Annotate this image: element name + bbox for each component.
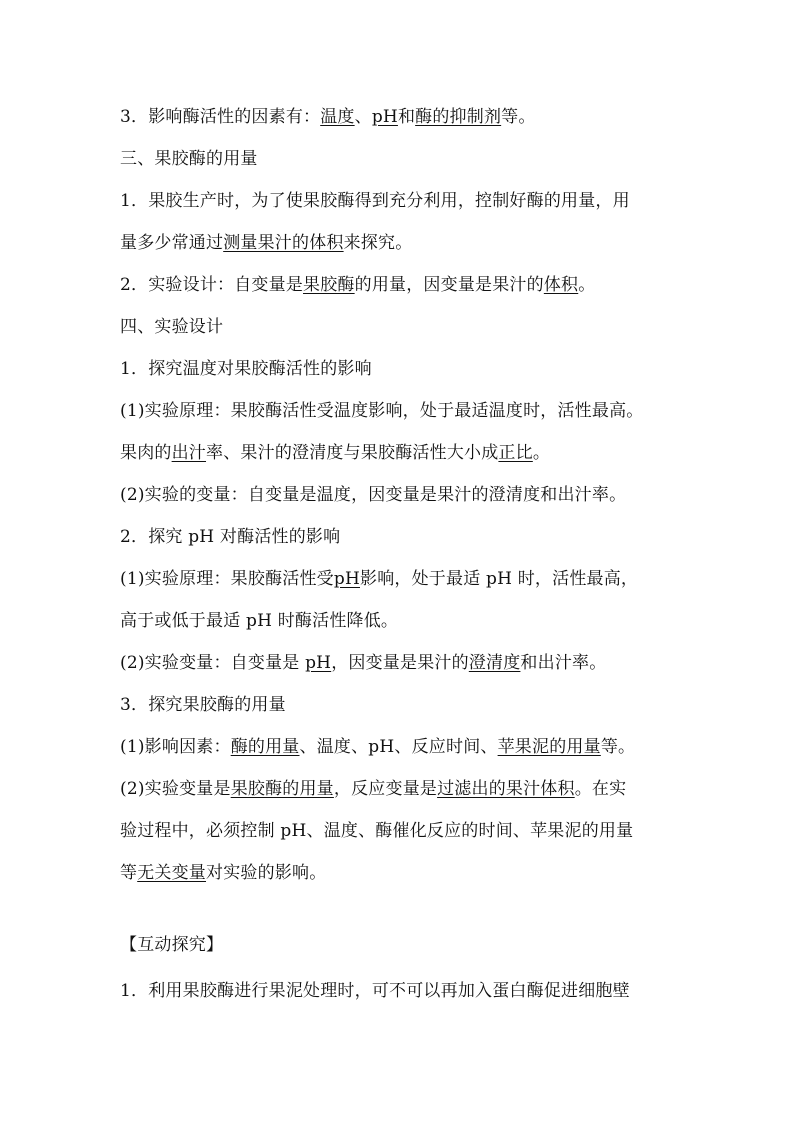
- text-segment: 的用量，因变量是果汁的: [354, 275, 544, 295]
- text-segment: 等: [120, 863, 138, 883]
- subheading-enzyme-amount: [120, 694, 700, 716]
- text-segment: 和出汁率。: [520, 653, 607, 673]
- text-segment: 影响，处于最适 pH 时，活性最高，: [360, 569, 639, 589]
- text-line-question-1: [120, 980, 700, 1002]
- text-segment: 1．利用果胶酶进行果泥处理时，可不可以再加入蛋白酶促进细胞壁: [120, 981, 630, 1001]
- underlined-answer: 无关变量: [137, 863, 207, 883]
- text-line-enzyme-factors: [120, 106, 700, 128]
- underlined-answer: 苹果泥的用量: [497, 737, 601, 757]
- text-line-amount-variables-2: [120, 820, 700, 842]
- text-segment: 高于或低于最适 pH 时酶活性降低。: [120, 611, 399, 631]
- underlined-answer: 澄清度: [468, 653, 521, 673]
- underlined-answer: pH: [305, 653, 332, 673]
- text-segment: 3．影响酶活性的因素有：: [120, 107, 321, 127]
- text-segment: 率、果汁的澄清度与果胶酶活性大小成: [206, 443, 499, 463]
- text-segment: 等。: [600, 737, 636, 757]
- text-segment: (1)实验原理：果胶酶活性受温度影响，处于最适温度时，活性最高。: [120, 401, 644, 421]
- text-line-amount-variables-3: [120, 862, 700, 884]
- text-segment: 来探究。: [343, 233, 413, 253]
- underlined-answer: pH: [333, 569, 360, 589]
- text-segment: 。在实: [574, 779, 627, 799]
- text-segment: 、: [354, 107, 372, 127]
- text-line-temp-principle-1: [120, 400, 700, 422]
- text-line-production-1: [120, 190, 700, 212]
- text-segment: (2)实验的变量：自变量是温度，因变量是果汁的澄清度和出汁率。: [120, 485, 627, 505]
- underlined-answer: 果胶酶: [303, 275, 355, 295]
- text-line-ph-principle-2: [120, 610, 700, 632]
- text-segment: ，反应变量是: [333, 779, 438, 799]
- underlined-answer: 酶的抑制剂: [415, 107, 502, 127]
- text-segment: 。: [578, 275, 596, 295]
- section-heading-interactive-inquiry: [120, 934, 700, 956]
- subheading-temperature: [120, 358, 700, 380]
- text-segment: 对实验的影响。: [206, 863, 327, 883]
- text-segment: 2．探究 pH 对酶活性的影响: [120, 527, 341, 547]
- text-segment: (1)实验原理：果胶酶活性受: [120, 569, 334, 589]
- text-segment: 1．果胶生产时，为了使果胶酶得到充分利用，控制好酶的用量，用: [120, 191, 630, 211]
- underlined-answer: 温度: [320, 107, 355, 127]
- underlined-answer: pH: [371, 107, 398, 127]
- text-line-ph-variables: [120, 652, 700, 674]
- section-heading-experiment-design: [120, 316, 700, 338]
- text-segment: 3．探究果胶酶的用量: [120, 695, 286, 715]
- underlined-answer: 果胶酶的用量: [230, 779, 334, 799]
- text-line-ph-principle-1: [120, 568, 700, 590]
- subheading-ph: [120, 526, 700, 548]
- text-segment: 和: [397, 107, 416, 127]
- text-line-temp-principle-2: [120, 442, 700, 464]
- text-segment: (2)实验变量：自变量是: [120, 653, 306, 673]
- text-line-production-2: [120, 232, 700, 254]
- underlined-answer: 过滤出的果汁体积: [437, 779, 575, 799]
- text-line-experiment-design: [120, 274, 700, 296]
- text-segment: 2．实验设计：自变量是: [120, 275, 304, 295]
- text-segment: ，因变量是果汁的: [331, 653, 469, 673]
- text-line-amount-factors: [120, 736, 700, 758]
- text-segment: 。: [532, 443, 551, 463]
- text-segment: 三、果胶酶的用量: [120, 149, 258, 169]
- text-segment: 验过程中，必须控制 pH、温度、酶催化反应的时间、苹果泥的用量: [120, 821, 634, 841]
- text-segment: 、温度、pH、反应时间、: [299, 737, 498, 757]
- underlined-answer: 体积: [543, 275, 579, 295]
- text-segment: (2)实验变量是: [120, 779, 231, 799]
- text-segment: 等。: [501, 107, 536, 127]
- text-segment: 1．探究温度对果胶酶活性的影响: [120, 359, 372, 379]
- text-segment: 【互动探究】: [120, 935, 224, 955]
- text-line-temp-variables: [120, 484, 700, 506]
- text-segment: (1)影响因素：: [120, 737, 231, 757]
- underlined-answer: 酶的用量: [230, 737, 300, 757]
- underlined-answer: 出汁: [171, 443, 207, 463]
- text-segment: 量多少常通过: [120, 233, 224, 253]
- text-line-amount-variables-1: [120, 778, 700, 800]
- underlined-answer: 测量果汁的体积: [223, 233, 344, 253]
- text-segment: 果肉的: [120, 443, 172, 463]
- underlined-answer: 正比: [498, 443, 533, 463]
- text-segment: 四、实验设计: [120, 317, 224, 337]
- section-heading-pectinase-amount: [120, 148, 700, 170]
